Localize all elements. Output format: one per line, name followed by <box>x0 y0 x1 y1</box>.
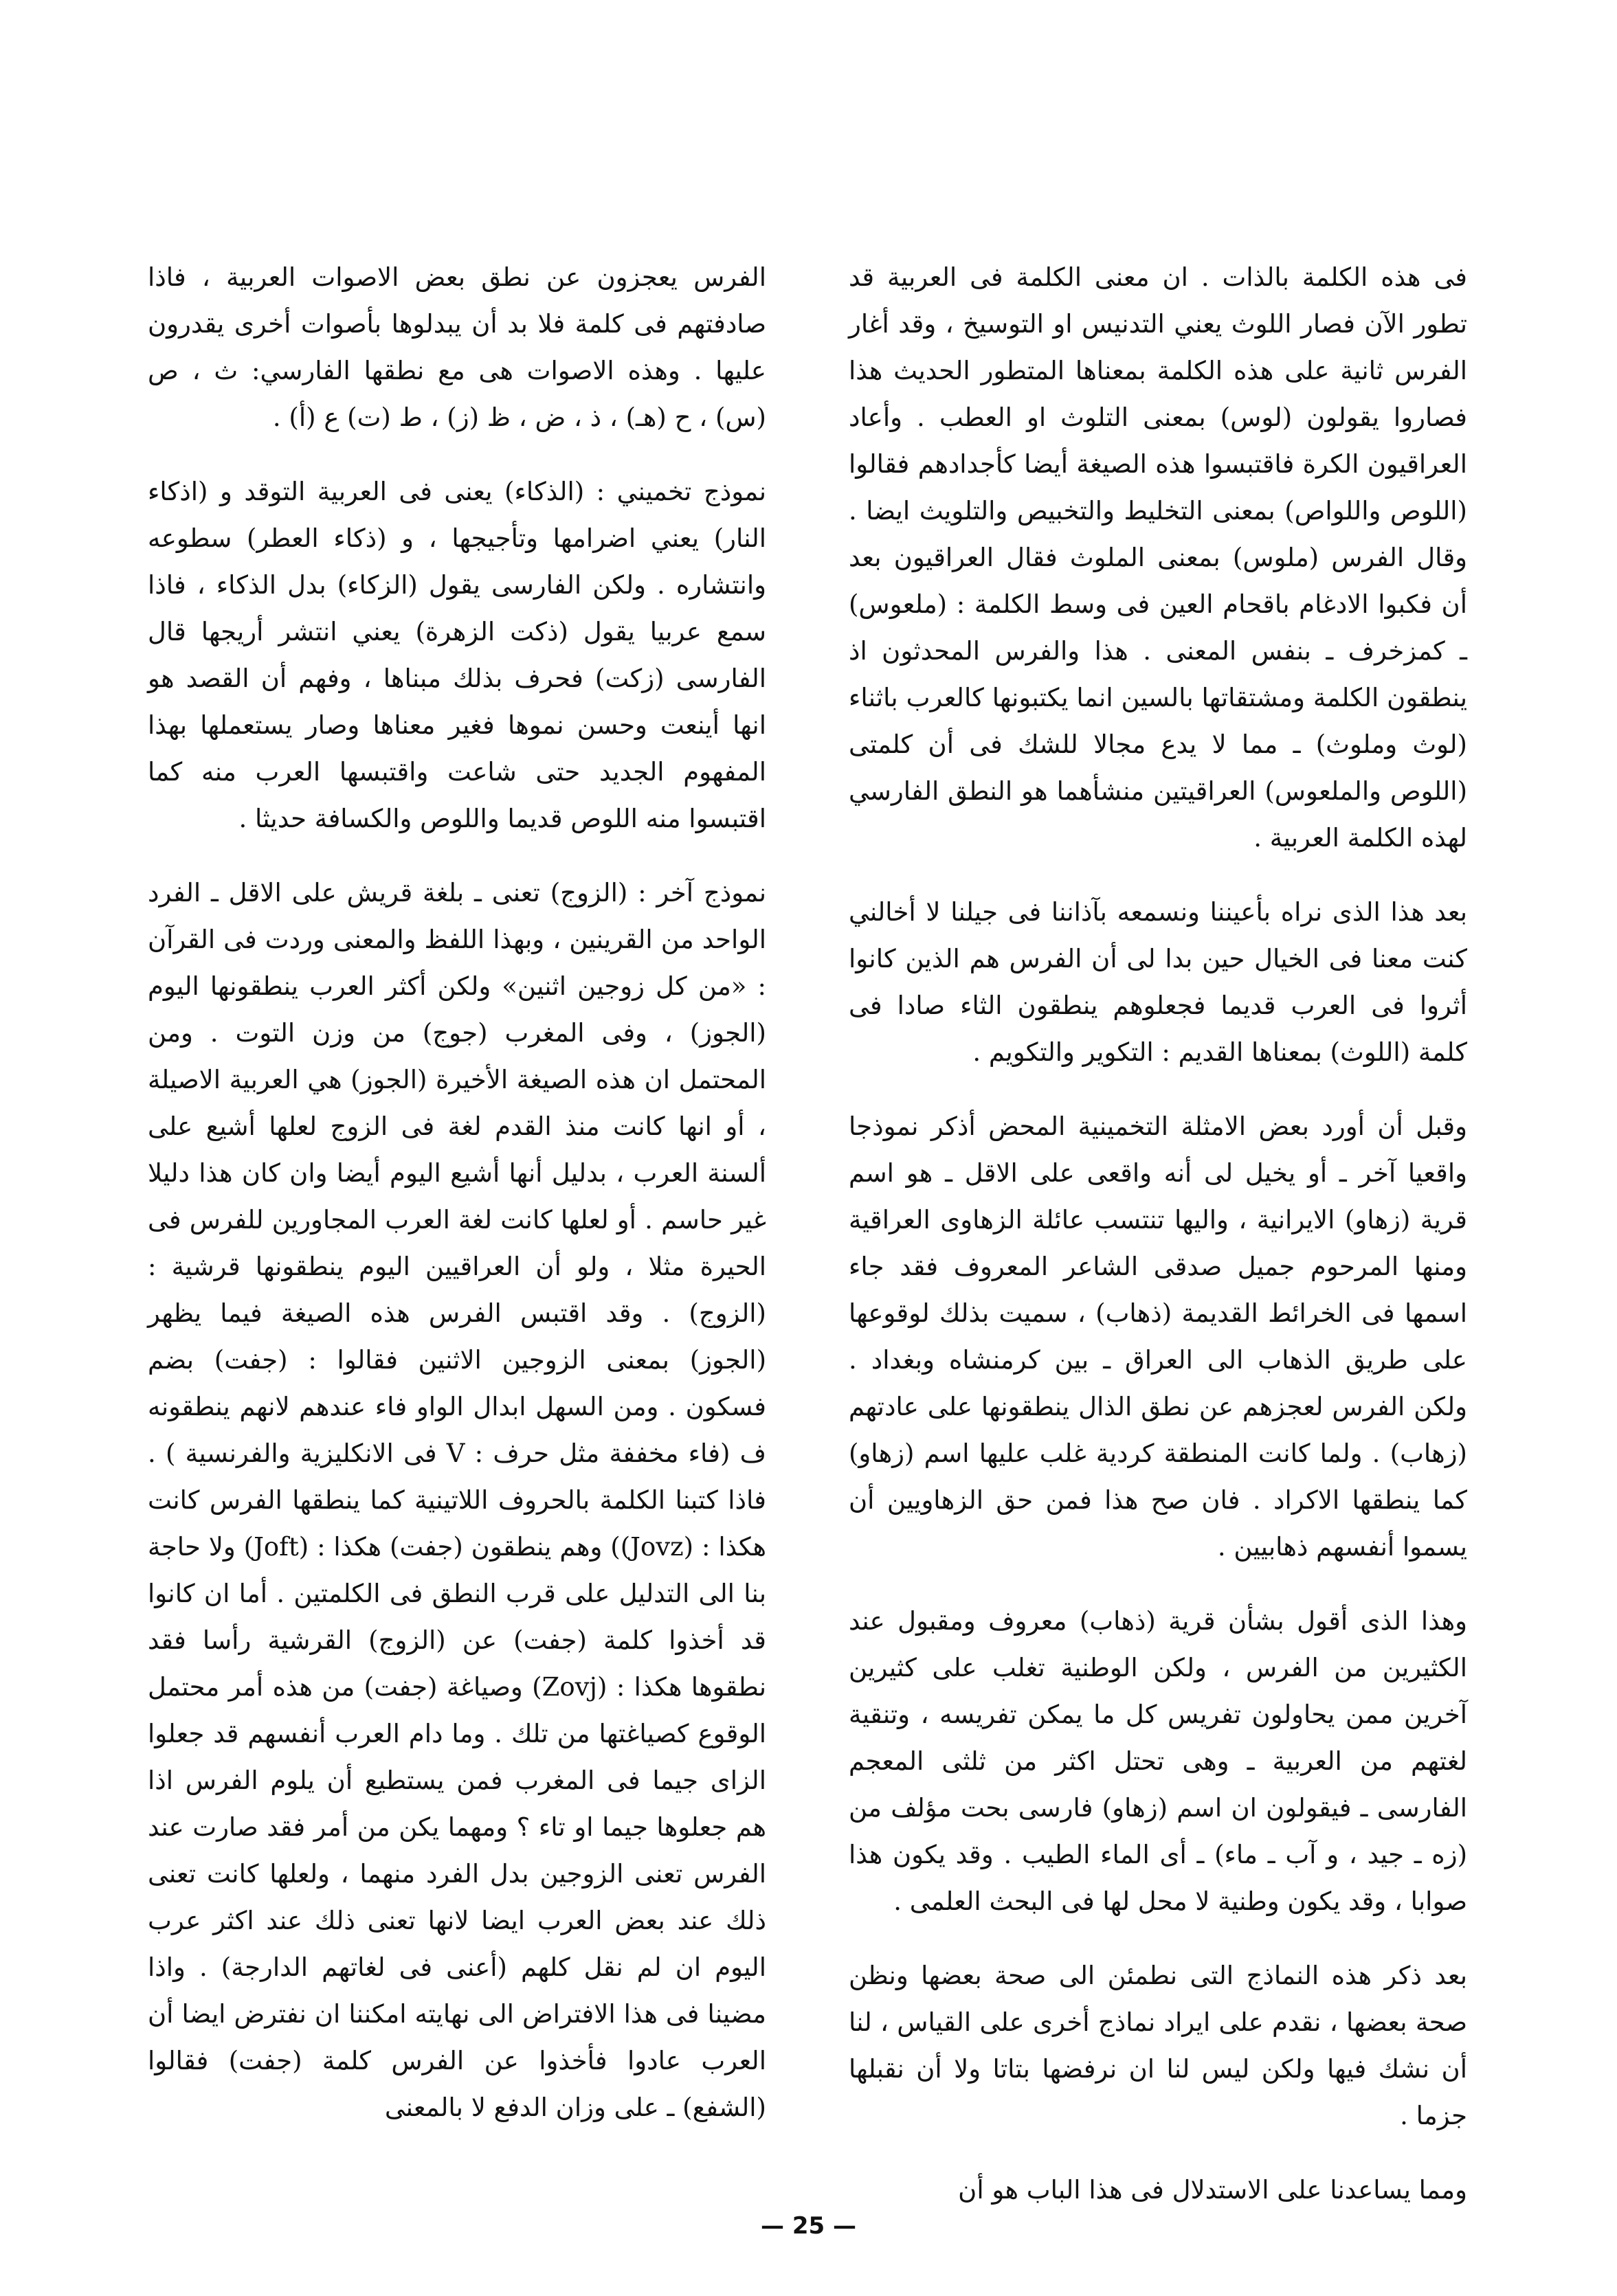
paragraph: بعد ذكر هذه النماذج التى نطمئن الى صحة بعضها ونظن صحة بعضها ، نقدم على ايراد نماذج أخرى على القياس ، لنا أن نشك فيها ولكن ليس لنا ان نرفضها بتاتا ولا أن نقبلها جزما . <box>849 1961 1467 2130</box>
page-number-dash-left: — <box>760 2212 792 2240</box>
paragraph: نموذج تخميني : (الذكاء) يعنى فى العربية التوقد و (اذكاء النار) يعني اضرامها وتأجيجها ، و (ذكاء العطر) سطوعه وانتشاره . ولكن الفارسى يقول (الزكاء) بدل الذكاء ، فاذا سمع عربيا يقول (ذكت الزهرة) يعني انتشر أريجها قال الفارسى (زكت) فحرف بذلك مبناها ، وفهم أن القصد هو انها أينعت وحسن نموها فغير معناها وصار يستعملها بهذا المفهوم الجديد حتى شاعت واقتبسها العرب منه كما اقتبسوا منه اللوص قديما واللوص والكسافة حديثا . <box>148 477 767 833</box>
paragraph: نموذج آخر : (الزوج) تعنى ـ بلغة قريش على الاقل ـ الفرد الواحد من القرينين ، وبهذا اللفظ والمعنى وردت فى القرآن : «من كل زوجين اثنين» ولكن أكثر العرب ينطقونها اليوم (الجوز) ، وفى المغرب (جوج) من وزن التوت . ومن المحتمل ان هذه الصيغة الأخيرة (الجوز) هي العربية الاصيلة ، أو انها كانت منذ القدم لغة فى الزوج لعلها أشيع على ألسنة العرب ، بدليل أنها أشيع اليوم أيضا وان كان هذا دليلا غير حاسم . أو لعلها كانت لغة العرب المجاورين للفرس فى الحيرة مثلا ، ولو أن العراقيين اليوم ينطقونها قرشية : (الزوج) . وقد اقتبس الفرس هذه الصيغة فيما يظهر (الجوز) بمعنى الزوجين الاثنين فقالوا : (جفت) بضم فسكون . ومن السهل ابدال الواو فاء عندهم لانهم ينطقونه ف (فاء مخففة مثل حرف : V فى الانكليزية والفرنسية ) . فاذا كتبنا الكلمة بالحروف اللاتينية كما ينطقها الفرس كانت هكذا : (Jovz)) وهم ينطقون (جفت) هكذا : (Joft) ولا حاجة بنا الى التدليل على قرب النطق فى الكلمتين . أما ان كانوا قد أخذوا كلمة (جفت) عن (الزوج) القرشية رأسا فقد نطقوها هكذا : (Zovj) وصياغة (جفت) من هذه أمر محتمل الوقوع كصياغتها من تلك . وما دام العرب أنفسهم قد جعلوا الزاى جيما فى المغرب فمن يستطيع أن يلوم الفرس اذا هم جعلوها جيما او تاء ؟ ومهما يكن من أمر فقد صارت عند الفرس تعنى الزوجين بدل الفرد منهما ، ولعلها كانت تعنى ذلك عند بعض العرب ايضا لانها تعنى ذلك عند اكثر عرب اليوم ان لم نقل كلهم (أعنى فى لغاتهم الدارجة) . واذا مضينا فى هذا الافتراض الى نهايته امكننا ان نفترض ايضا أن العرب عادوا فأخذوا عن الفرس كلمة (جفت) فقالوا (الشفع) ـ على وزان الدفع لا بالمعنى <box>148 878 766 2122</box>
left-text-column <box>148 254 766 2159</box>
paragraph: الفرس يعجزون عن نطق بعض الاصوات العربية ، فاذا صادفتهم فى كلمة فلا بد أن يبدلوها بأصوات أخرى يقدرون عليها . وهذه الاصوات هى مع نطقها الفارسي: ث ، ص (س) ، ح (هـ) ، ذ ، ض ، ظ (ز) ، ط (ت) ع (أ) . <box>148 262 766 432</box>
page-number <box>0 2212 1617 2240</box>
paragraph: وهذا الذى أقول بشأن قرية (ذهاب) معروف ومقبول عند الكثيرين من الفرس ، ولكن الوطنية تغلب على كثيرين آخرين ممن يحاولون تفريس كل ما يمكن تفريسه ، وتنقية لغتهم من العربية ـ وهى تحتل اكثر من ثلثى المعجم الفارسى ـ فيقولون ان اسم (زهاو) فارسى بحت مؤلف من (زه ـ جيد ، و آب ـ ماء) ـ أى الماء الطيب . وقد يكون هذا صوابا ، وقد يكون وطنية لا محل لها فى البحث العلمى . <box>849 1606 1467 1916</box>
paragraph: فى هذه الكلمة بالذات . ان معنى الكلمة فى العربية قد تطور الآن فصار اللوث يعني التدنيس او التوسيخ ، وقد أغار الفرس ثانية على هذه الكلمة بمعناها المتطور الحديث هذا فصاروا يقولون (لوس) بمعنى التلوث او العطب . وأعاد العراقيون الكرة فاقتبسوا هذه الصيغة أيضا كأجدادهم فقالوا (اللوص واللواص) بمعنى التخليط والتخبيص والتلويث ايضا . وقال الفرس (ملوس) بمعنى الملوث فقال العراقيون بعد أن فكبوا الادغام باقحام العين فى وسط الكلمة : (ملعوس) ـ كمزخرف ـ بنفس المعنى . هذا والفرس المحدثون اذ ينطقون الكلمة ومشتقاتها بالسين انما يكتبونها كالعرب باثناء (لوث وملوث) ـ مما لا يدع مجالا للشك فى أن كلمتى (اللوص والملعوس) العراقيتين منشأهما هو النطق الفارسي لهذه الكلمة العربية . <box>849 262 1467 853</box>
page-number-value: 25 <box>792 2212 825 2240</box>
paragraph: وقبل أن أورد بعض الامثلة التخمينية المحض أذكر نموذجا واقعيا آخر ـ أو يخيل لى أنه واقعى على الاقل ـ هو اسم قرية (زهاو) الايرانية ، واليها تنتسب عائلة الزهاوى العراقية ومنها المرحوم جميل صدقى الشاعر المعروف فقد جاء اسمها فى الخرائط القديمة (ذهاب) ، سميت بذلك لوقوعها على طريق الذهاب الى العراق ـ بين كرمنشاه وبغداد . ولكن الفرس لعجزهم عن نطق الذال ينطقونها على عادتهم (زهاب) . ولما كانت المنطقة كردية غلب عليها اسم (زهاو) كما ينطقها الاكراد . فان صح هذا فمن حق الزهاويين أن يسموا أنفسهم ذهابيين . <box>849 1112 1467 1562</box>
paragraph: بعد هذا الذى نراه بأعيننا ونسمعه بآذاننا فى جيلنا لا أخالني كنت معنا فى الخيال حين بدا لى أن الفرس هم الذين كانوا أثروا فى العرب قديما فجعلوهم ينطقون الثاء صادا فى كلمة (اللوث) بمعناها القديم : التكوير والتكويم . <box>849 897 1467 1067</box>
paragraph: ومما يساعدنا على الاستدلال فى هذا الباب هو أن <box>958 2175 1467 2205</box>
right-text-column <box>849 254 1467 2241</box>
page-number-dash-right: — <box>825 2212 856 2240</box>
